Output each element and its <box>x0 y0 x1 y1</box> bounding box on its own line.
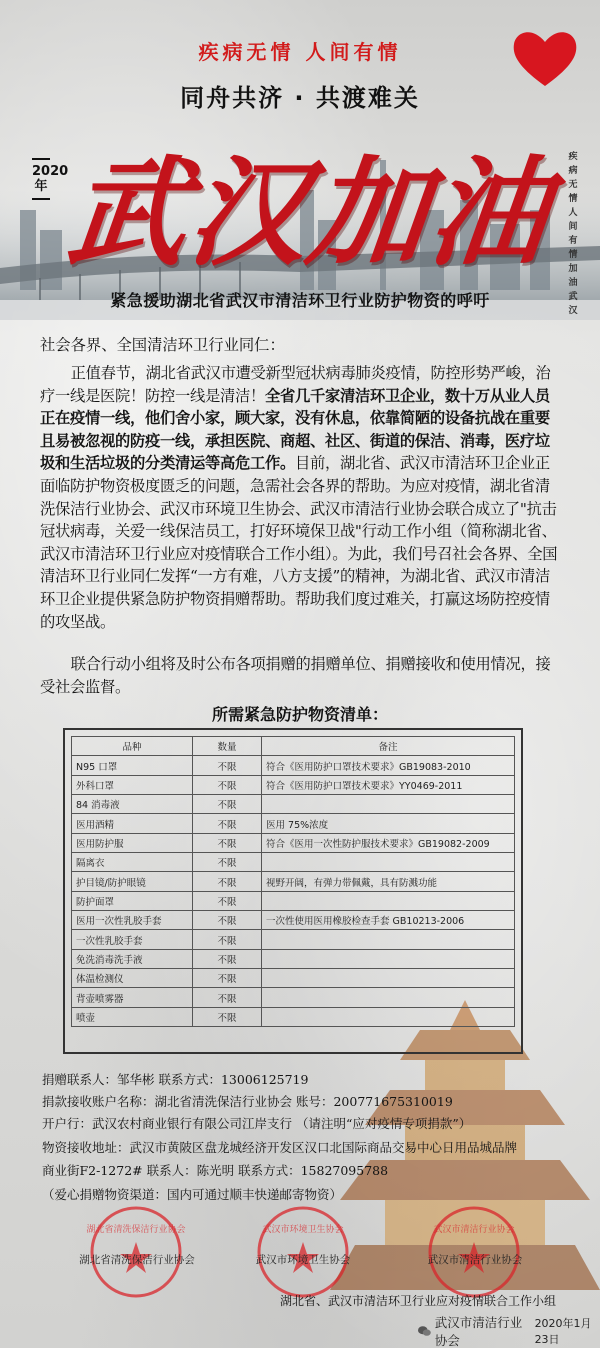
supplies-table <box>71 736 515 1027</box>
header-quantity: 数量 <box>193 737 262 756</box>
table-row <box>72 1007 515 1026</box>
supplies-list-title: 所需紧急防护物资清单： <box>211 705 388 724</box>
paragraph-appeal-bold: 全省几千家清洁环卫企业，数十万从业人员正在疫情一线，他们舍小家，顾大家，没有休息，依靠简陋的设备抗战在重要且易被忽视的防疫一线，承担医院、商超、社区、街道的保洁、消毒，医疗垃圾和生活垃圾的分类清运等高危工作。 <box>40 386 550 473</box>
table-cell-name: 医用酒精 <box>72 814 193 833</box>
table-cell-note <box>262 988 515 1007</box>
table-row <box>72 930 515 949</box>
contact-person-line: 捐赠联系人：邹华彬 联系方式：13006125719 <box>42 1072 309 1087</box>
table-cell-name: 医用一次性乳胶手套 <box>72 911 193 930</box>
document-title: 紧急援助湖北省武汉市清洁环卫行业防护物资的呼吁 <box>110 291 490 310</box>
table-cell-note <box>262 969 515 988</box>
table-cell-name: 免洗消毒洗手液 <box>72 949 193 968</box>
table-cell-name: 一次性乳胶手套 <box>72 930 193 949</box>
header-item: 品种 <box>72 737 193 756</box>
table-cell-note <box>262 795 515 814</box>
table-row <box>72 833 515 852</box>
table-row <box>72 795 515 814</box>
table-header-row <box>72 737 515 756</box>
table-cell-name: 防护面罩 <box>72 891 193 910</box>
address-contact-line: 商业街F2-1272# 联系人：陈光明 联系方式：15827095788 <box>42 1163 389 1178</box>
supplies-table-frame <box>63 728 523 1054</box>
seal-ring-text: 湖北省清洗保洁行业协会 <box>86 1225 186 1235</box>
table-cell-note: 符合《医用一次性防护服技术要求》GB19082-2009 <box>262 833 515 852</box>
table-row <box>72 814 515 833</box>
seal-label: 湖北省清洗保洁行业协会 <box>79 1254 195 1266</box>
table-cell-qty: 不限 <box>193 891 262 910</box>
table-cell-qty: 不限 <box>193 969 262 988</box>
table-cell-note <box>262 1007 515 1026</box>
salutation: 社会各界、全国清洁环卫行业同仁： <box>40 336 285 354</box>
table-cell-name: N95 口罩 <box>72 756 193 775</box>
seal-label: 武汉市环境卫生协会 <box>255 1254 351 1266</box>
account-line: 捐款接收账户名称：湖北省清洗保洁行业协会 账号：2007716753100​19 <box>42 1094 453 1109</box>
wechat-icon <box>418 1324 431 1338</box>
wuhan-jiayou-title: 武汉加油 <box>61 143 557 282</box>
table-cell-qty: 不限 <box>193 930 262 949</box>
table-cell-qty: 不限 <box>193 988 262 1007</box>
table-row <box>72 756 515 775</box>
table-cell-qty: 不限 <box>193 795 262 814</box>
side-vertical-text: 疾病无情 人间有情 加油 武汉 <box>568 152 578 316</box>
table-cell-note: 符合《医用防护口罩技术要求》YY0469-2011 <box>262 775 515 794</box>
table-cell-qty: 不限 <box>193 911 262 930</box>
footer-group-name: 湖北省、武汉市清洁环卫行业应对疫情联合工作小组 <box>280 1294 557 1308</box>
table-cell-note: 符合《医用防护口罩技术要求》GB19083-2010 <box>262 756 515 775</box>
seal-ring-text: 武汉市清洁行业协会 <box>433 1225 515 1235</box>
table-row <box>72 969 515 988</box>
footer-date: 2020年1月23日 <box>534 1317 592 1346</box>
seal-ring-text: 武汉市环境卫生协会 <box>262 1225 344 1235</box>
table-cell-qty: 不限 <box>193 1007 262 1026</box>
table-row <box>72 988 515 1007</box>
table-cell-note: 视野开阔，有弹力带佩戴，具有防溅功能 <box>262 872 515 891</box>
table-row <box>72 891 515 910</box>
paragraph-appeal <box>40 362 560 633</box>
address-line: 物资接收地址：武汉市黄陂区盘龙城经济开发区汉口北国际商品交易中心日用品城品牌 <box>42 1140 518 1155</box>
seal-label: 武汉市清洁行业协会 <box>427 1254 523 1266</box>
table-cell-qty: 不限 <box>193 814 262 833</box>
header-notes: 备注 <box>262 737 515 756</box>
paragraph-appeal-part-b: 目前，湖北省、武汉市清洁环卫企业正面临防护物资极度匮乏的问题，急需社会各界的帮助。为应对疫情，湖北省清洗保洁行业协会、武汉市环境卫生协会、武汉市清洁行业协会联合成立了"抗击冠状病毒，关爱一线保洁员工，打好环境保卫战"行动工作小组（简称湖北省、武汉市清洁环卫行业应对疫情联合工作小组）。为此，我们号召社会各界、全国清洁环卫行业同仁发挥“一方有难，八方支援”的精神，为湖北省、武汉市清洁环卫企业提供紧急防护物资捐赠帮助。帮助我们度过难关，打赢这场防控疫情的攻坚战。 <box>40 454 558 631</box>
table-cell-name: 医用防护服 <box>72 833 193 852</box>
table-cell-note: 一次性使用医用橡胶检查手套 GB10213-2006 <box>262 911 515 930</box>
table-cell-qty: 不限 <box>193 775 262 794</box>
table-cell-note <box>262 853 515 872</box>
table-cell-qty: 不限 <box>193 756 262 775</box>
table-row <box>72 775 515 794</box>
table-cell-note: 医用 75%浓度 <box>262 814 515 833</box>
table-cell-note <box>262 891 515 910</box>
table-cell-note <box>262 949 515 968</box>
table-cell-qty: 不限 <box>193 949 262 968</box>
table-cell-qty: 不限 <box>193 872 262 891</box>
table-cell-name: 84 消毒液 <box>72 795 193 814</box>
table-row <box>72 853 515 872</box>
table-cell-note <box>262 930 515 949</box>
slogan-text: 疾病无情 人间有情 <box>198 40 402 64</box>
table-cell-qty: 不限 <box>193 833 262 852</box>
table-cell-name: 喷壶 <box>72 1007 193 1026</box>
table-cell-qty: 不限 <box>193 853 262 872</box>
paragraph-appeal-part-a: 正值春节，湖北省武汉市遭受新型冠状病毒肺炎疫情，防控形势严峻，治疗一线是医院！防控一线是清洁！ <box>40 364 551 405</box>
table-row <box>72 911 515 930</box>
paragraph-supervision: 联合行动小组将及时公布各项捐赠的捐赠单位、捐赠接收和使用情况，接受社会监督。 <box>40 655 551 696</box>
table-cell-name: 护目镜/防护眼镜 <box>72 872 193 891</box>
table-cell-name: 外科口罩 <box>72 775 193 794</box>
year-label: 2020年 <box>32 158 50 200</box>
table-cell-name: 背壶喷雾器 <box>72 988 193 1007</box>
wechat-account-name: 武汉市清洁行业协会 <box>434 1315 523 1348</box>
table-cell-name: 隔离衣 <box>72 853 193 872</box>
table-row <box>72 872 515 891</box>
table-cell-name: 体温检测仪 <box>72 969 193 988</box>
sub-slogan-text: 同舟共济 · 共渡难关 <box>180 84 420 112</box>
bank-line: 开户行：武汉农村商业银行有限公司江岸支行 （请注明“应对疫情专项捐款”） <box>42 1116 472 1131</box>
wechat-watermark <box>418 1313 600 1348</box>
shipping-channel-line: （爱心捐赠物资渠道：国内可通过顺丰快递邮寄物资） <box>42 1187 343 1202</box>
table-row <box>72 949 515 968</box>
